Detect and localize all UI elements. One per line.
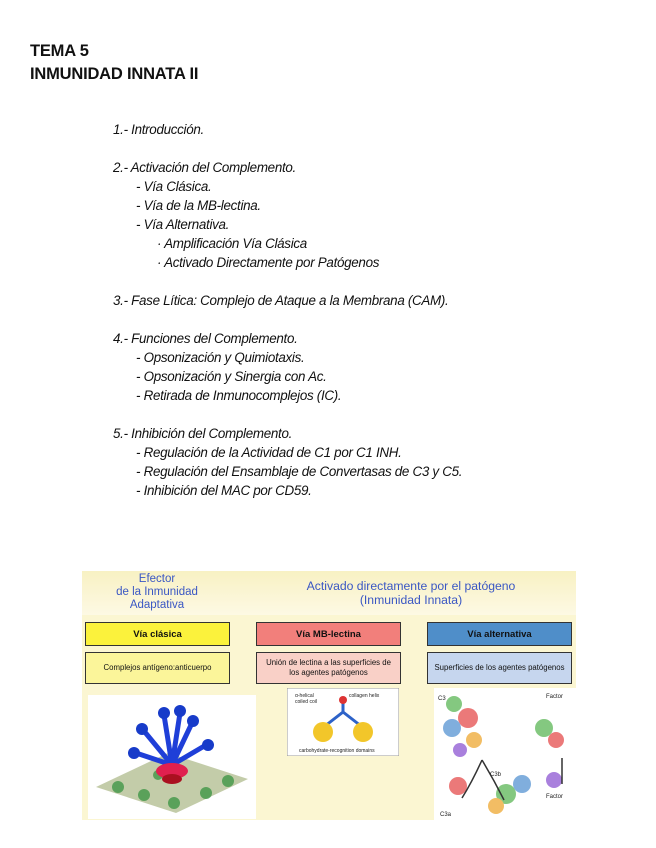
outline-section (113, 291, 462, 310)
outline-heading: 3.- Fase Lítica: Complejo de Ataque a la Membrana (CAM). (113, 293, 449, 308)
alternative-pathway-label: Vía alternativa (427, 622, 572, 646)
lectin-pathway-label: Vía MB-lectina (256, 622, 401, 646)
table-of-contents (113, 120, 462, 519)
c3b-label: C3b (490, 772, 502, 778)
adaptive-effector-heading: Efector de la Inmunidad Adaptativa (116, 573, 198, 611)
alternative-pathway-illustration (434, 688, 576, 820)
c1-complex-illustration (88, 695, 256, 819)
document-title (30, 40, 198, 86)
outline-item: · Amplificación Vía Clásica (157, 236, 307, 251)
outline-section (113, 158, 462, 272)
outline-item: - Opsonización y Sinergia con Ac. (136, 369, 327, 384)
outline-section (113, 120, 462, 139)
title-line-1: TEMA 5 (30, 42, 89, 60)
outline-item: - Regulación del Ensamblaje de Convertasas de C3 y C5. (136, 464, 463, 479)
innate-activation-heading: Activado directamente por el patógeno (Inmunidad Innata) (306, 579, 516, 607)
classical-pathway-label: Vía clásica (85, 622, 230, 646)
c3-label: C3 (438, 696, 446, 702)
alternative-pathway-trigger: Superficies de los agentes patógenos (427, 652, 572, 684)
outline-item: - Regulación de la Actividad de C1 por C1 INH. (136, 445, 402, 460)
factor-label-2: Factor (546, 794, 564, 800)
c3a-label: C3a (440, 812, 452, 818)
outline-item: - Vía de la MB-lectina. (136, 198, 261, 213)
outline-item: - Opsonización y Quimiotaxis. (136, 350, 305, 365)
collagen-helix-label: collagen helix (349, 693, 380, 699)
outline-section (113, 424, 462, 500)
outline-heading: 1.- Introducción. (113, 122, 204, 137)
lectin-pathway-trigger: Unión de lectina a las superficies de los agentes patógenos (256, 652, 401, 684)
mb-lectin-illustration (287, 688, 399, 756)
outline-item: - Vía Clásica. (136, 179, 212, 194)
outline-item: - Retirada de Inmunocomplejos (IC). (136, 388, 342, 403)
outline-item: - Vía Alternativa. (136, 217, 230, 232)
coiled-coil-label-2: coiled coil (295, 699, 317, 705)
coiled-coil-label-1: α-helical (295, 693, 314, 699)
outline-heading: 5.- Inhibición del Complemento. (113, 426, 293, 441)
outline-heading: 4.- Funciones del Complemento. (113, 331, 298, 346)
title-line-2: INMUNIDAD INNATA II (30, 65, 199, 83)
outline-item: - Inhibición del MAC por CD59. (136, 483, 312, 498)
complement-pathways-figure (82, 571, 576, 820)
classical-pathway-trigger: Complejos antígeno:anticuerpo (85, 652, 230, 684)
crd-label: carbohydrate-recognition domains (299, 748, 375, 754)
outline-section (113, 329, 462, 405)
factor-label: Factor (546, 694, 564, 700)
outline-heading: 2.- Activación del Complemento. (113, 160, 296, 175)
outline-item: · Activado Directamente por Patógenos (157, 255, 380, 270)
